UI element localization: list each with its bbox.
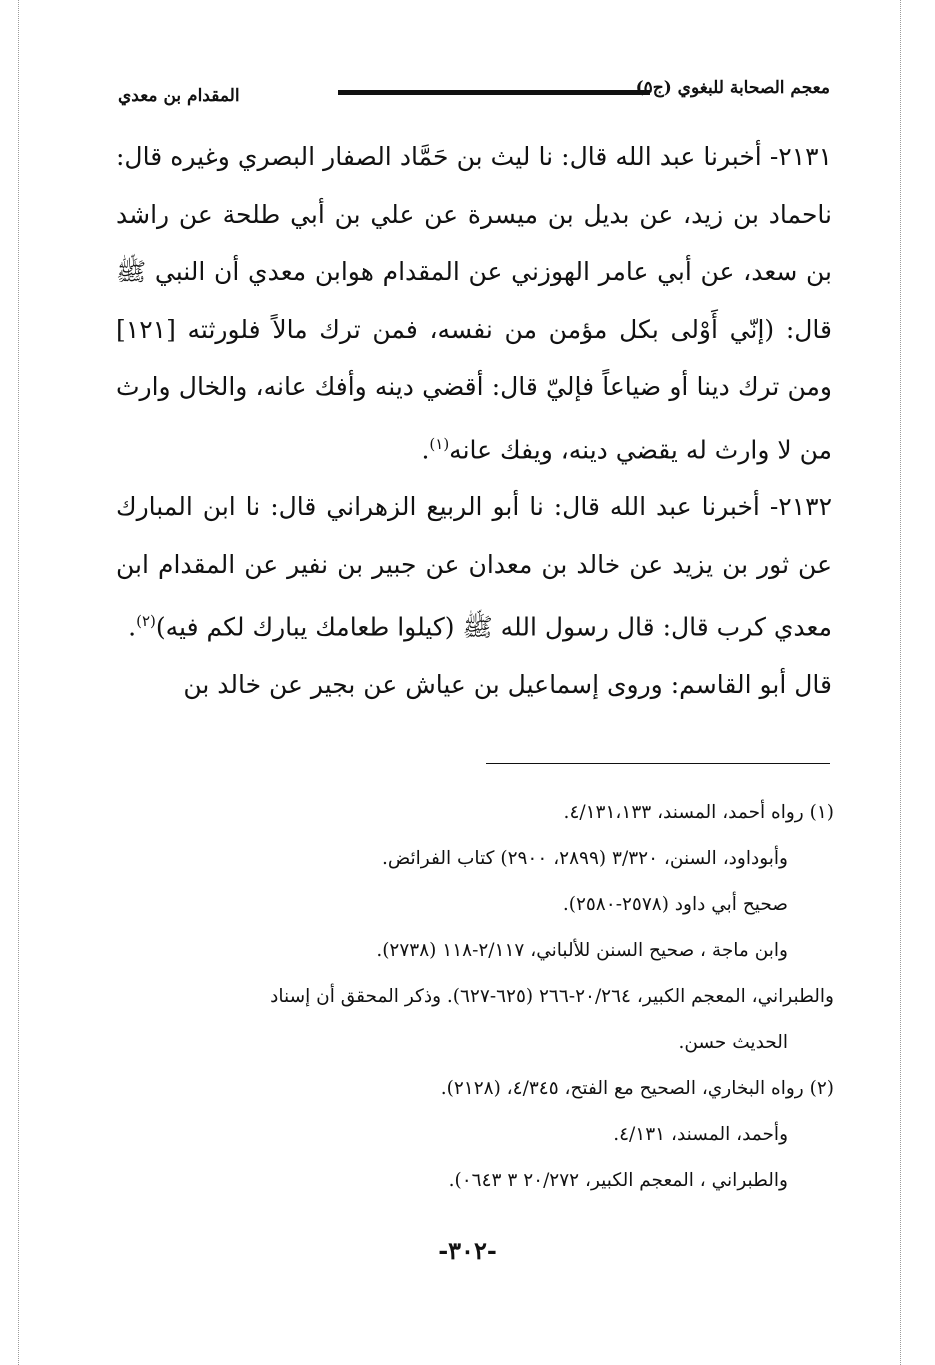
page-number: -٣٠٢- <box>438 1236 497 1265</box>
footnote-line: وابن ماجة ، صحيح السنن للألباني، ٢/١١٧-١١٨ (٢٧٣٨). <box>376 940 788 961</box>
main-text <box>116 128 832 714</box>
footnote-line: وأحمد، المسند، ٤/١٣١. <box>613 1124 788 1145</box>
footnote-line: وأبوداود، السنن، ٣/٣٢٠ (٢٨٩٩، ٢٩٠٠) كتاب الفرائض. <box>381 848 788 869</box>
footnote-2: (٢) رواه البخاري، الصحيح مع الفتح، ٤/٣٤٥، (٢١٢٨). <box>440 1078 834 1099</box>
footnote-ref-2: (٢) <box>136 612 156 631</box>
scan-edge-left <box>18 0 19 1365</box>
scan-edge-right <box>900 0 901 1365</box>
footnote-line: والطبراني، المعجم الكبير، ٢٠/٢٦٤-٢٦٦ (٦٢٥-٦٢٧). وذكر المحقق أن إسناد <box>270 986 834 1007</box>
running-header <box>118 78 830 110</box>
footnote-line: الحديث حسن. <box>678 1032 788 1053</box>
closing-paragraph: قال أبو القاسم: وروى إسماعيل بن عياش عن بجير عن خالد بن <box>183 670 832 700</box>
footnotes <box>118 790 834 1204</box>
footnote-line: صحيح أبي داود (٢٥٧٨-٢٥٨٠). <box>562 894 788 915</box>
hadith-2131: ٢١٣١- أخبرنا عبد الله قال: نا ليث بن حَمَّاد الصفار البصري وغيره قال: ناحماد بن زيد، عن بديل بن ميسرة عن علي بن أبي طلحة عن راشد بن سعد، عن أبي عامر الهوزني عن المقدام هوابن معدي أن النبي ﷺ قال: (إنّي أَوْلى بكل مؤمن من نفسه، فمن ترك مالاً فلورثته [١٢١] ومن ترك دينا أو ضياعاً فإليّ قال: أقضي دينه وأفك عانه، والخال وارث من لا وارث له يقضي دينه، ويفك عانه$^{(١)}$. <box>116 142 832 464</box>
book-title: معجم الصحابة للبغوي (ج٥) <box>635 78 830 98</box>
footnote-line: والطبراني ، المعجم الكبير، ٢٠/٢٧٢ ٣ ٠٦٤٣). <box>448 1170 788 1191</box>
entry-name: المقدام بن معدي <box>118 86 240 106</box>
footnote-1: (١) رواه أحمد، المسند، ٤/١٣١،١٣٣. <box>563 802 834 823</box>
hadith-2132: ٢١٣٢- أخبرنا عبد الله قال: نا أبو الربيع الزهراني قال: نا ابن المبارك عن ثور بن يزيد عن خالد بن معدان عن جبير بن نفير عن المقدام ابن معدي كرب قال: قال رسول الله ﷺ (كيلوا طعامك يبارك لكم فيه)$^{(٢)}$. <box>116 492 832 642</box>
footnote-ref-1: (١) <box>429 434 450 453</box>
footnote-separator <box>486 763 830 764</box>
header-rule <box>338 90 650 95</box>
